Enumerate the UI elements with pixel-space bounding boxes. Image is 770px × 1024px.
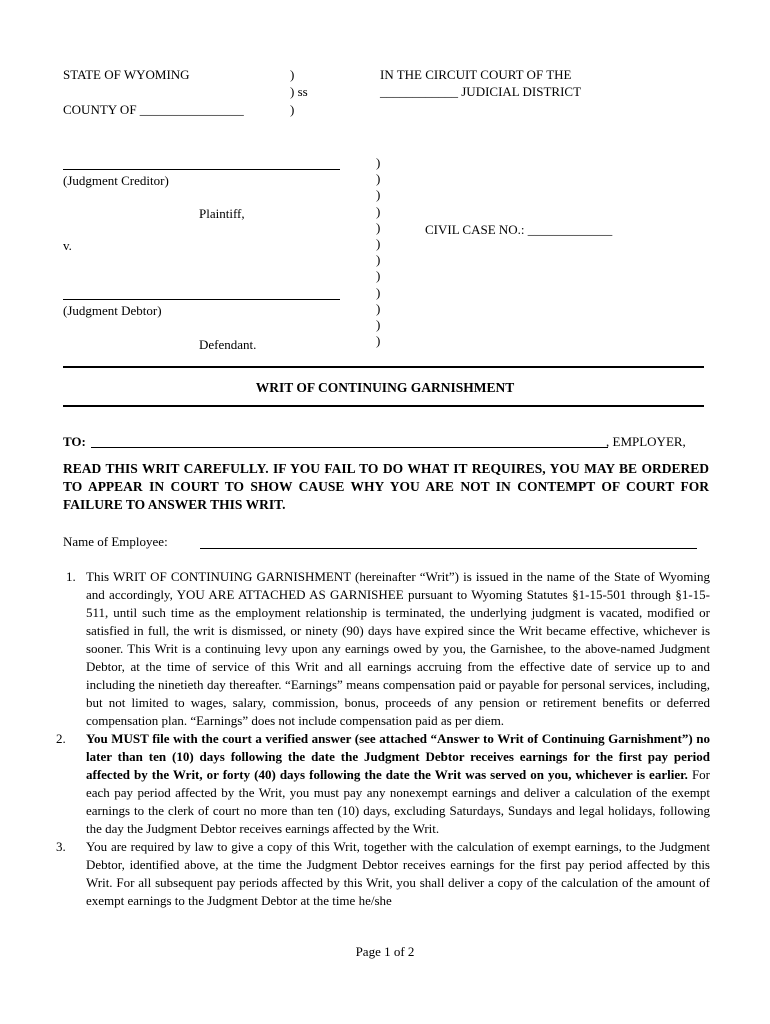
employee-name-line <box>200 548 697 549</box>
debtor-name-line <box>63 299 340 300</box>
numbered-paragraphs <box>54 568 710 910</box>
creditor-name-line <box>63 169 340 170</box>
employer-label: , EMPLOYER, <box>606 434 686 449</box>
document-title: WRIT OF CONTINUING GARNISHMENT <box>255 380 515 395</box>
county-label: COUNTY OF ________________ <box>63 102 244 117</box>
paragraph-text: You are required by law to give a copy of this Writ, together with the calculation of exempt earnings, to the Judgment Debtor, identified above, at the time the Judgment Debtor receives earnings for the first pay period affected by this Writ. For all subsequent pay periods affected by this Writ, you shall deliver a copy of the calculation of the amount of exempt earnings to the Judgment Debtor at the time he/she <box>86 839 710 908</box>
paragraph-2 <box>54 730 710 838</box>
employer-name-line <box>91 447 608 448</box>
debtor-label: (Judgment Debtor) <box>63 303 162 318</box>
page-number: Page 1 of 2 <box>355 944 415 959</box>
plaintiff-label: Plaintiff, <box>199 206 245 221</box>
ss-paren-top: ) <box>290 67 295 82</box>
title-top-rule <box>63 366 704 368</box>
state-label: STATE OF WYOMING <box>63 67 190 82</box>
creditor-label: (Judgment Creditor) <box>63 173 169 188</box>
versus-label: v. <box>63 238 72 253</box>
defendant-label: Defendant. <box>199 337 257 352</box>
caption-paren-column: ) ) ) ) ) ) ) ) ) ) ) ) <box>376 155 381 349</box>
to-label: TO: <box>63 434 86 449</box>
paragraph-number: 3. <box>56 839 66 854</box>
paragraph-number: 2. <box>56 731 66 746</box>
civil-case-number: CIVIL CASE NO.: _____________ <box>425 222 613 237</box>
paragraph-bold-text: You MUST file with the court a verified answer (see attached “Answer to Writ of Continuing Garnishment”) no later than ten (10) days following the date the Judgment Debtor receives earnings for the first pay period affected by the Writ, or forty (40) days following the date the Writ was served on you, whichever is earlier. <box>86 731 710 782</box>
ss-paren-bottom: ) <box>290 102 295 117</box>
paragraph-1 <box>54 568 710 730</box>
judicial-district: ____________ JUDICIAL DISTRICT <box>380 84 582 99</box>
employee-label: Name of Employee: <box>63 534 168 549</box>
ss-paren-mid: ) ss <box>290 84 308 99</box>
warning-notice: READ THIS WRIT CAREFULLY. IF YOU FAIL TO DO WHAT IT REQUIRES, YOU MAY BE ORDERED TO APPEAR IN COURT TO SHOW CAUSE WHY YOU ARE NOT IN CONTEMPT OF COURT FOR FAILURE TO ANSWER THIS WRIT. <box>63 461 709 512</box>
title-bottom-rule <box>63 405 704 407</box>
paragraph-number: 1. <box>66 569 76 584</box>
paragraph-3 <box>54 838 710 910</box>
paragraph-text: This WRIT OF CONTINUING GARNISHMENT (hereinafter “Writ”) is issued in the name of the State of Wyoming and accordingly, YOU ARE ATTACHED AS GARNISHEE pursuant to Wyoming Statutes §1-15-501 through §1-15-511, until such time as the employment relationship is terminated, the underlying judgment is vacated, modified or satisfied in full, the writ is dismissed, or ninety (90) days have expired since the Writ became effective, whichever is sooner. This Writ is a continuing levy upon any earnings owed by you, the Garnishee, to the above-named Judgment Debtor, at the time of service of this Writ and all earnings accruing from the effective date of service up to and including the ninetieth day thereafter. “Earnings” means compensation paid or payable for personal services, including, but not limited to wages, salary, commission, bonus, proceeds of any pension or retirement benefits or deferred compensation plan. “Earnings” does not include compensation paid as per diem. <box>86 569 710 728</box>
paragraph-text: For each pay period affected by the Writ, you must pay any nonexempt earnings and deliver a calculation of the exempt earnings to the clerk of court no more than ten (10) days, excluding Saturdays, Sundays and legal holidays, following the day the Judgment Debtor receives earnings affected by the Writ. <box>86 767 710 836</box>
court-name: IN THE CIRCUIT COURT OF THE <box>380 67 572 82</box>
